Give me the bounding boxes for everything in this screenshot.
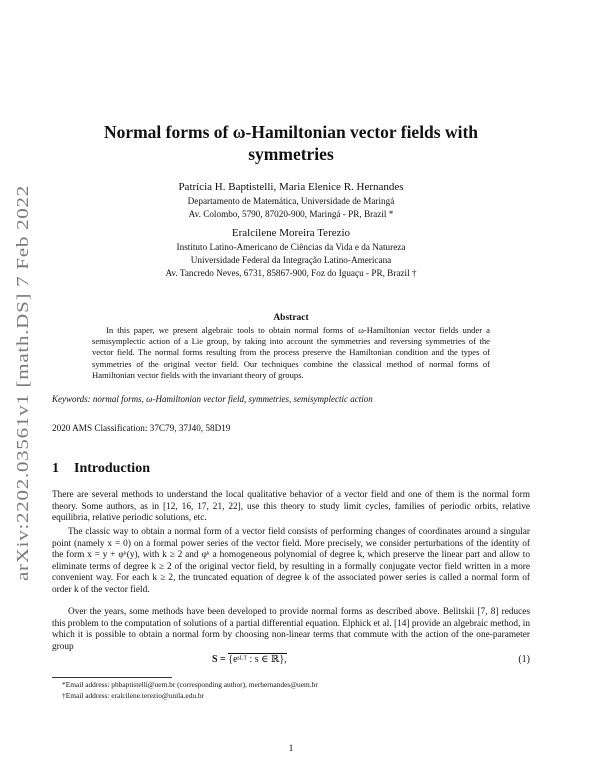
affiliation-2-line-1: Instituto Latino-Americano de Ciências da Vida e da Natureza (176, 242, 406, 252)
page-number: 1 (288, 744, 294, 754)
title-line-2: symmetries (248, 144, 334, 164)
ams-classification: 2020 AMS Classification: 37C79, 37J40, 58D19 (52, 423, 231, 433)
abstract-heading: Abstract (273, 313, 309, 323)
authors-group-2: Eralcilene Moreira Terezio (231, 227, 351, 239)
equation-lhs: S = (212, 654, 229, 665)
keywords (52, 394, 530, 404)
title-line-1: Normal forms of ω-Hamiltonian vector fields with (103, 122, 479, 142)
footnote-2: †Email address: eralcilene.terezio@unila.edu.br (62, 691, 205, 700)
section-heading (52, 461, 150, 477)
affiliation-1-line-2: Av. Colombo, 5790, 87020-900, Maringá - PR, Brazil * (188, 209, 394, 219)
keywords-list: normal forms, ω-Hamiltonian vector field, symmetries, semisymplectic action (92, 394, 373, 404)
arxiv-id: arXiv:2202.03561v1 [math.DS] 7 Feb 2022 (13, 260, 32, 581)
equation-rhs: {eˢᴸᵀ : s ∈ ℝ}, (228, 654, 287, 665)
abstract-text: In this paper, we present algebraic tools to obtain normal forms of ω-Hamiltonian vector fields under a semisymplectic action of a Lie group, by taking into account the symmetries and reversing symmetries of the vector field. The normal forms resulting from the process preserve the Hamiltonian condition and the types of symmetries of the original vector field. Our techniques combine the classical method of normal forms of Hamiltonian vector fields with the invariant theory of groups. (92, 325, 490, 380)
section-title: Introduction (74, 461, 150, 476)
affiliation-2-line-3: Av. Tancredo Neves, 6731, 85867-900, Foz do Iguaçu - PR, Brazil † (165, 268, 417, 278)
equation-expression (212, 654, 287, 665)
equation-tag: (1) (518, 654, 530, 665)
paragraph-2: The classic way to obtain a normal form of a vector field consists of performing changes of coordinates around a singular point (namely x = 0) on a formal power series of the vector field. More precisely, we consider perturbations of the identity of the form x = y + φᵏ(y), with k ≥ 2 and φᵏ a homogeneous polynomial of degree k, which preserve the linear part and allow to eliminate terms of degree k ≥ 2 of the original vector field, by resulting in a formally conjugate vector field written in a more convenient way. For each k ≥ 2, the truncated equation of degree k of the associated power series is called a normal form of order k of the vector field. (52, 527, 530, 595)
arxiv-stamp (4, 183, 40, 583)
affiliation-2-line-2: Universidade Federal da Integração Latino-Americana (190, 255, 392, 265)
footnote-rule (52, 677, 172, 678)
authors-group-1: Patrícia H. Baptistelli, Maria Elenice R. Hernandes (178, 181, 404, 193)
equation-1 (52, 654, 530, 670)
keywords-label: Keywords: (52, 394, 91, 404)
affiliation-1-line-1: Departamento de Matemática, Universidade de Maringá (187, 196, 395, 206)
paper-title (52, 121, 530, 165)
section-number: 1 (52, 461, 59, 476)
paragraph-3: Over the years, some methods have been developed to provide normal forms as described above. Belitskii [7, 8] reduces this problem to the computation of solutions of a partial differential equation. Elphick et al. [14] provide an algebraic method, in which it is possible to obtain a normal form by choosing non-linear terms that commute with the action of the one-parameter group (52, 607, 530, 652)
paragraph-1: There are several methods to understand the local qualitative behavior of a vector field and one of them is the normal form theory. Some authors, as in [12, 16, 17, 21, 22], use this theory to study limit cycles, families of periodic orbits, relative equilibria, relative periodic solutions, etc. (52, 490, 530, 524)
footnote-1: *Email address: phbaptistelli@uem.br (corresponding author), merhernandes@uem.br (62, 680, 318, 689)
